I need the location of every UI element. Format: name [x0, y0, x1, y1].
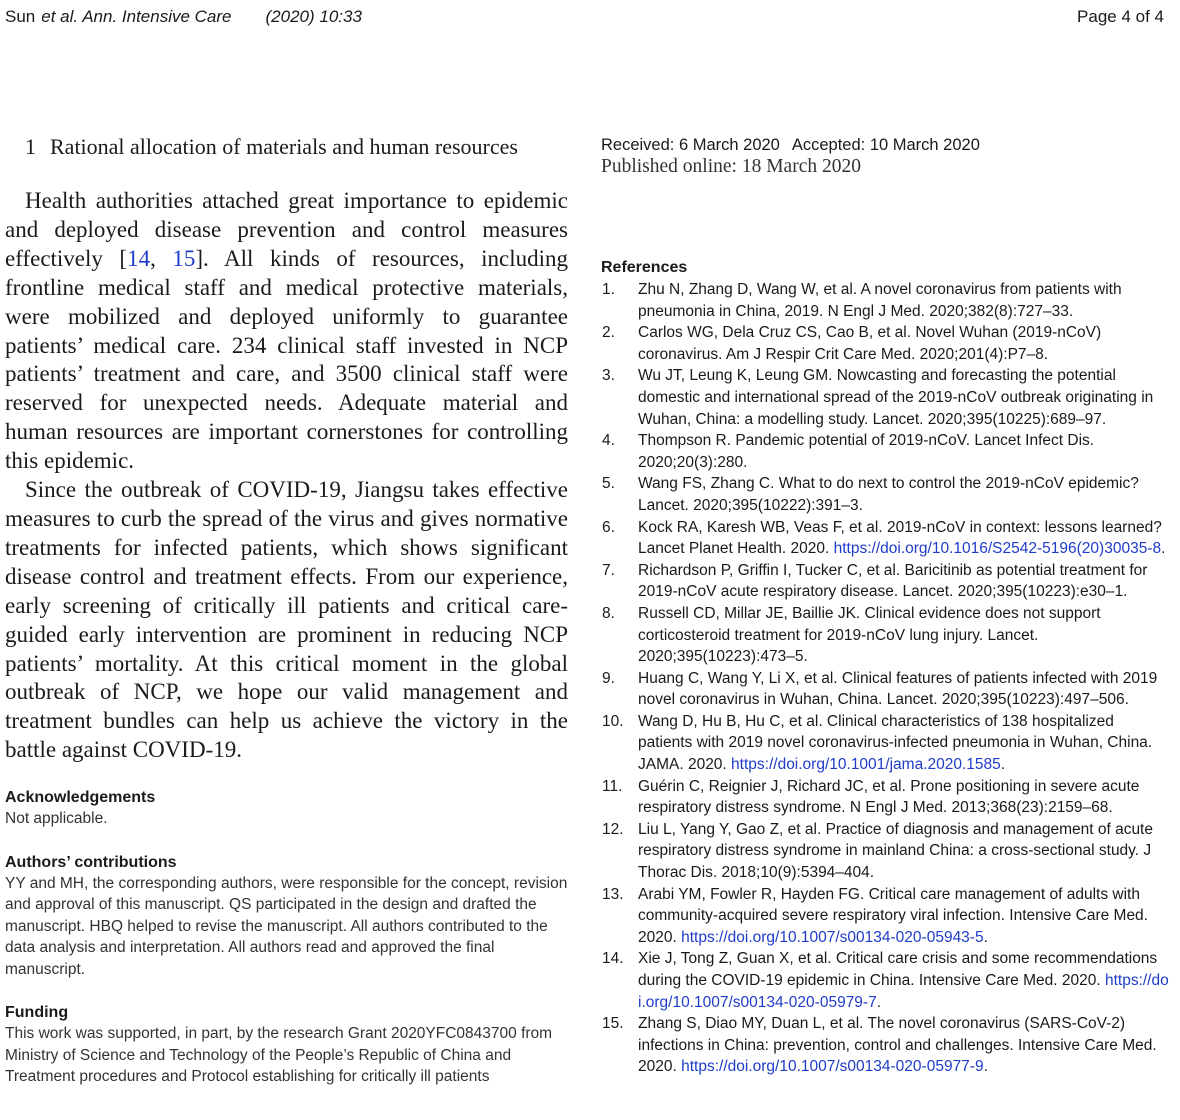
funding-section [5, 1002, 568, 1088]
reference-tail: . [876, 993, 882, 1011]
reference-text: Wu JT, Leung K, Leung GM. Nowcasting and forecasting the potential domestic and international spread of the 2019-nCoV outbreak originating in Wuhan, China: a modelling study. Lancet. 2020;395(10225):689–97. [638, 367, 1154, 428]
reference-text: Xie J, Tong Z, Guan X, et al. Critical care crisis and some recommendations during the COVID-19 epidemic in China. Intensive Care Med. 2020. [638, 950, 1158, 989]
section-heading [25, 130, 568, 164]
accepted-date: Accepted: 10 March 2020 [791, 136, 980, 154]
reference-text: Thompson R. Pandemic potential of 2019-nCoV. Lancet Infect Dis. 2020;20(3):280. [638, 432, 1095, 471]
reference-tail: . [983, 1058, 988, 1076]
contributions-section [5, 852, 568, 981]
reference-number: 8. [602, 604, 615, 622]
reference-tail: . [1000, 756, 1006, 774]
reference-number: 14. [602, 950, 624, 968]
reference-item [601, 517, 1169, 560]
reference-item [601, 603, 1169, 668]
header-journal: et al. Ann. Intensive Care [41, 7, 232, 26]
reference-tail: . [983, 928, 988, 946]
citation-14-link[interactable]: 14 [127, 245, 151, 271]
citation-15-link[interactable]: 15 [172, 245, 196, 271]
contributions-text: YY and MH, the corresponding authors, were responsible for the concept, revision and approval of this manuscript. QS participated in the design and drafted the manuscript. HBQ helped to revise the manuscript. All authors contributed to the data analysis and interpretation. All authors read and approved the final manuscript. [5, 874, 568, 978]
reference-item [601, 884, 1169, 949]
funding-heading: Funding [5, 1004, 69, 1022]
reference-doi-link[interactable]: https://doi.org/10.1007/s00134-020-05943-5 [681, 928, 984, 946]
acknowledgements-text: Not applicable. [5, 810, 108, 828]
funding-text: This work was supported, in part, by the research Grant 2020YFC0843700 from Ministry of Science and Technology of the People’s Republic of China and Treatment procedures and Protocol establishing for critically ill patients [5, 1025, 553, 1086]
reference-text: Richardson P, Griffin I, Tucker C, et al. Baricitinib as potential treatment for 2019-nCoV acute respiratory disease. Lancet. 2020;395(10223):e30–1. [638, 561, 1148, 601]
reference-number: 11. [602, 777, 623, 795]
reference-number: 2. [602, 324, 615, 342]
acknowledgements-heading: Acknowledgements [5, 789, 156, 807]
reference-item [601, 365, 1169, 430]
reference-number: 3. [602, 367, 615, 385]
reference-text: Guérin C, Reignier J, Richard JC, et al. Prone positioning in severe acute respiratory distress syndrome. N Engl J Med. 2013;368(23):2159–68. [638, 777, 1140, 817]
received-date: Received: 6 March 2020 [601, 136, 780, 154]
reference-number: 7. [602, 561, 615, 579]
reference-text: Kock RA, Karesh WB, Veas F, et al. 2019-nCoV in context: lessons learned? Lancet Planet Health. 2020. [638, 518, 1162, 558]
reference-doi-link[interactable]: https://doi.org/10.1007/s00134-020-05977-9 [681, 1058, 984, 1076]
reference-number: 9. [602, 669, 615, 687]
reference-item [601, 560, 1169, 603]
p1-cite-sep: , [150, 245, 173, 271]
references-heading: References [601, 259, 688, 276]
reference-item [601, 279, 1169, 322]
reference-item [601, 1013, 1169, 1078]
left-column [5, 130, 568, 1088]
reference-number: 6. [602, 518, 615, 536]
reference-item [601, 819, 1169, 884]
reference-doi-link[interactable]: https://doi.org/10.1007/s00134-020-05979-7 [638, 972, 1169, 1011]
reference-text: Arabi YM, Fowler R, Hayden FG. Critical care management of adults with community-acquired severe respiratory viral infection. Intensive Care Med. 2020. [638, 885, 1148, 946]
header-volume: (2020) 10:33 [265, 7, 362, 26]
reference-tail: . [1161, 540, 1166, 558]
reference-number: 1. [602, 281, 615, 298]
reference-text: Zhang S, Diao MY, Duan L, et al. The novel coronavirus (SARS-CoV-2) infections in China: prevention, control and challenges. Intensive Care Med. 2020. [638, 1015, 1157, 1076]
section-title: Rational allocation of materials and human resources [50, 134, 518, 159]
contributions-heading: Authors’ contributions [5, 853, 177, 871]
reference-number: 5. [602, 475, 615, 493]
reference-number: 10. [602, 712, 624, 730]
reference-text: Carlos WG, Dela Cruz CS, Cao B, et al. Novel Wuhan (2019-nCoV) coronavirus. Am J Respir Crit Care Med. 2020;201(4):P7–8. [638, 324, 1102, 363]
running-header [5, 4, 1164, 30]
reference-text: Wang D, Hu B, Hu C, et al. Clinical characteristics of 138 hospitalized patients with 2019 novel coronavirus-infected pneumonia in Wuhan, China. JAMA. 2020. [638, 712, 1153, 774]
reference-number: 4. [602, 432, 615, 450]
dates-line [601, 134, 1169, 156]
reference-doi-link[interactable]: https://doi.org/10.1016/S2542-5196(20)30035-8 [833, 540, 1162, 558]
p1-text-b: ]. All kinds of resources, including frontline medical staff and medical protective materials, were mobilized and deployed uniformly to guarantee patients’ medical care. 234 clinical staff invested in NCP patients’ treatment and care, and 3500 clinical staff were reserved for unexpected needs. Adequate material and human resources are important cornerstones for controlling this epidemic. [5, 245, 568, 474]
reference-text: Wang FS, Zhang C. What to do next to control the 2019-nCoV epidemic? Lancet. 2020;395(10222):391–3. [638, 475, 1139, 514]
reference-number: 15. [602, 1015, 624, 1033]
acknowledgements-section [5, 787, 568, 830]
reference-item [601, 430, 1169, 473]
reference-number: 12. [602, 820, 624, 838]
references-list [601, 279, 1169, 1078]
reference-item [601, 668, 1169, 711]
published-date: Published online: 18 March 2020 [601, 156, 861, 177]
reference-item [601, 322, 1169, 365]
body-paragraph-2: Since the outbreak of COVID-19, Jiangsu takes effective measures to curb the spread of the virus and gives normative treatments for infected patients, which shows significant disease control and treatment effects. From our experience, early screening of critically ill patients and critical care-guided early intervention are prominent in reducing NCP patients’ mortality. At this critical moment in the global outbreak of NCP, we hope our valid management and treatment bundles can help us achieve the victory in the battle against COVID-19. [5, 477, 568, 763]
p1-text-a: Health authorities attached great importance to epidemic and deployed disease prevention and control measures effectively [ [5, 188, 568, 271]
right-column [601, 134, 1169, 1078]
body-paragraph-1 [5, 187, 568, 476]
reference-text: Liu L, Yang Y, Gao Z, et al. Practice of diagnosis and management of acute respiratory distress syndrome in mainland China: a cross-sectional study. J Thorac Dis. 2018;10(9):5394–404. [638, 820, 1153, 882]
reference-number: 13. [602, 885, 624, 903]
section-number: 1 [25, 134, 36, 159]
reference-item [601, 473, 1169, 516]
header-author: Sun [5, 7, 36, 26]
reference-item [601, 711, 1169, 776]
header-page-number: Page 4 of 4 [1077, 7, 1164, 26]
reference-item [601, 776, 1169, 819]
reference-doi-link[interactable]: https://doi.org/10.1001/jama.2020.1585 [731, 756, 1001, 774]
reference-text: Huang C, Wang Y, Li X, et al. Clinical features of patients infected with 2019 novel coronavirus in Wuhan, China. Lancet. 2020;395(10223):497–506. [638, 669, 1158, 709]
reference-item [601, 948, 1169, 1013]
reference-text: Russell CD, Millar JE, Baillie JK. Clinical evidence does not support corticosteroid treatment for 2019-nCoV lung injury. Lancet. 2020;395(10223):473–5. [638, 604, 1101, 666]
reference-text: Zhu N, Zhang D, Wang W, et al. A novel coronavirus from patients with pneumonia in China, 2019. N Engl J Med. 2020;382(8):727–33. [638, 281, 1122, 320]
